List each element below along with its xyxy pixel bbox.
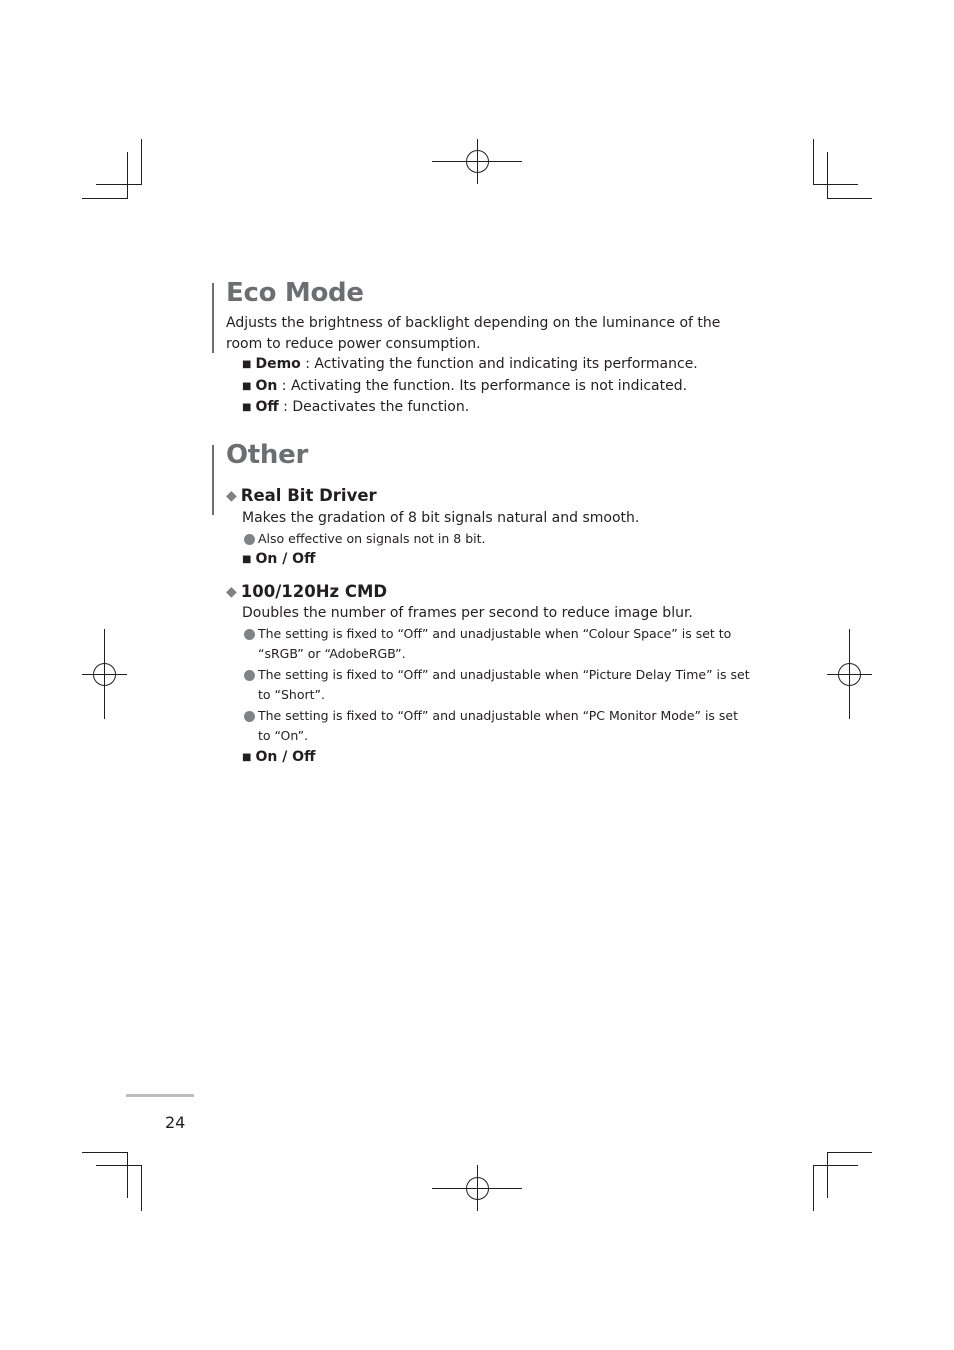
cmd-options xyxy=(242,747,750,769)
real-bit-driver-options xyxy=(242,549,639,571)
note-text-line1: The setting is fixed to “Off” and unadjustable when “PC Monitor Mode” is set xyxy=(258,707,739,723)
square-bullet-icon: ■ xyxy=(242,359,252,370)
real-bit-driver-note xyxy=(242,529,639,550)
note-text-line2: “sRGB” or “AdobeRGB”. xyxy=(258,646,406,661)
eco-mode-options xyxy=(242,354,698,419)
options-label: On / Off xyxy=(255,748,316,765)
note-text: Also effective on signals not in 8 bit. xyxy=(258,530,486,546)
option-label: Off xyxy=(255,399,279,415)
page-number: 24 xyxy=(165,1113,186,1132)
note-text-line2: to “On”. xyxy=(258,728,309,743)
option-description: : Activating the function. Its performance is not indicated. xyxy=(277,377,688,394)
note-text-line1: The setting is fixed to “Off” and unadjustable when “Colour Space” is set to xyxy=(258,625,732,641)
cmd-note-picture-delay xyxy=(242,665,750,706)
cmd-title: 100/120Hz CMD xyxy=(240,582,388,601)
eco-mode-intro-line2: room to reduce power consumption. xyxy=(226,335,481,352)
eco-mode-intro-line1: Adjusts the brightness of backlight depending on the luminance of the xyxy=(226,315,721,331)
note-text-line1: The setting is fixed to “Off” and unadjustable when “Picture Delay Time” is set xyxy=(258,666,750,682)
section-bar-other xyxy=(212,445,214,515)
circle-bullet-icon xyxy=(244,534,255,545)
heading-eco-mode: Eco Mode xyxy=(226,278,364,308)
eco-mode-option-on xyxy=(242,376,698,398)
options-label: On / Off xyxy=(255,551,316,567)
cmd-body xyxy=(242,603,750,768)
subheading-cmd xyxy=(226,581,387,603)
subheading-real-bit-driver xyxy=(226,485,377,507)
cmd-note-pc-monitor xyxy=(242,706,750,747)
option-description: : Deactivates the function. xyxy=(278,399,470,415)
footer-rule xyxy=(126,1094,194,1097)
option-label: On xyxy=(255,377,278,394)
square-bullet-icon: ■ xyxy=(242,402,252,413)
eco-mode-option-demo xyxy=(242,354,698,376)
cmd-note-colour-space xyxy=(242,624,750,665)
option-description: : Activating the function and indicating its performance. xyxy=(300,356,698,372)
real-bit-driver-body xyxy=(242,508,639,571)
eco-mode-description xyxy=(226,313,720,354)
circle-bullet-icon xyxy=(244,670,255,681)
circle-bullet-icon xyxy=(244,629,255,640)
cmd-description: Doubles the number of frames per second to reduce image blur. xyxy=(242,605,693,621)
section-bar-eco-mode xyxy=(212,283,214,353)
square-bullet-icon: ■ xyxy=(242,751,252,763)
heading-other: Other xyxy=(226,440,308,470)
circle-bullet-icon xyxy=(244,711,255,722)
real-bit-driver-title: Real Bit Driver xyxy=(240,486,377,505)
diamond-icon: ◆ xyxy=(226,584,237,600)
square-bullet-icon: ■ xyxy=(242,554,252,565)
square-bullet-icon: ■ xyxy=(242,380,252,392)
diamond-icon: ◆ xyxy=(226,488,237,504)
eco-mode-option-off xyxy=(242,397,698,419)
option-label: Demo xyxy=(255,356,301,372)
note-text-line2: to “Short”. xyxy=(258,687,325,702)
real-bit-driver-description: Makes the gradation of 8 bit signals natural and smooth. xyxy=(242,510,640,526)
